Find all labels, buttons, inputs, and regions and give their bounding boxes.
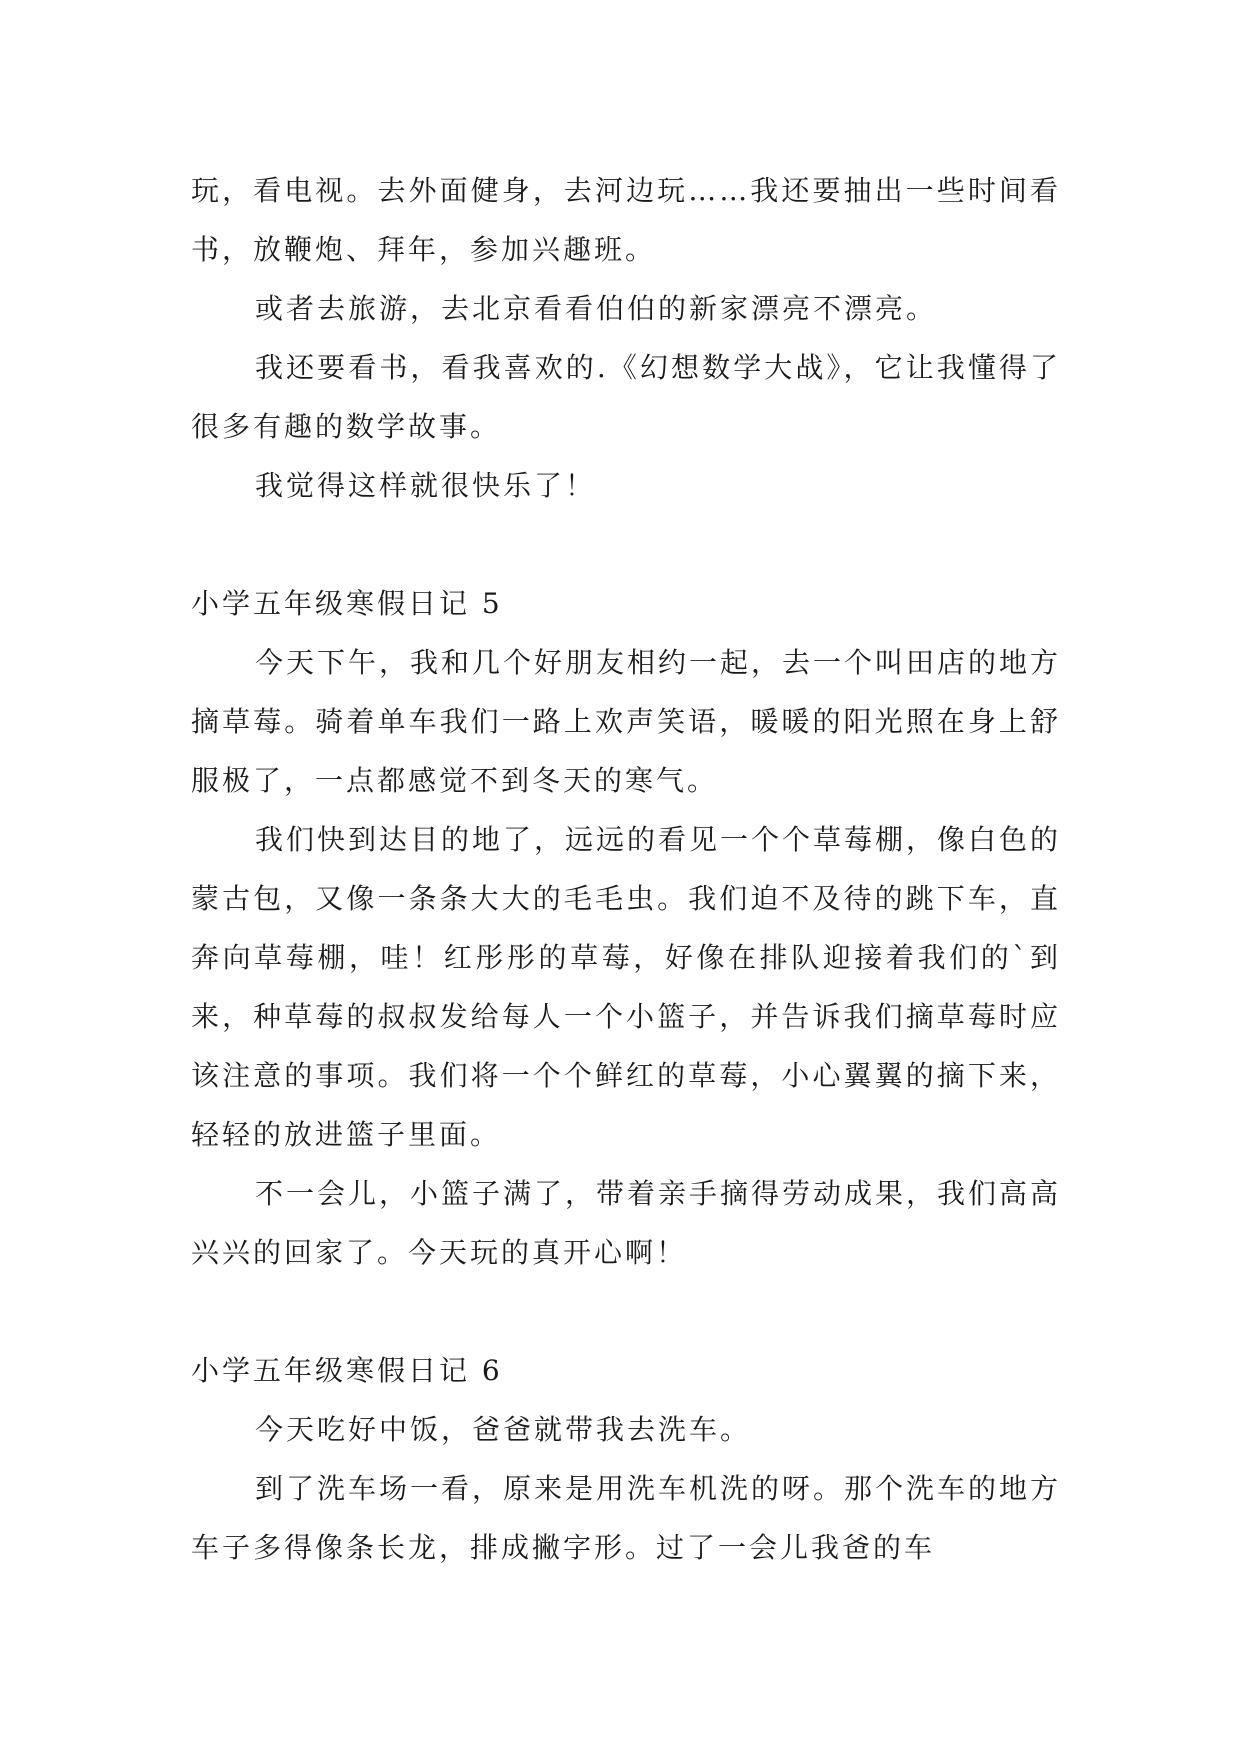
- paragraph: 我觉得这样就很快乐了！: [255, 469, 597, 502]
- paragraph: 到了洗车场一看，原来是用洗车机洗的呀。那个洗车的地方车子多得像条长龙，排成撇字形。过了一会儿我爸的车: [191, 1472, 1062, 1564]
- paragraph: 或者去旅游，去北京看看伯伯的新家漂亮不漂亮。: [255, 292, 938, 325]
- document-body: [191, 161, 1061, 1577]
- paragraph: 我还要看书，看我喜欢的.《幻想数学大战》，它让我懂得了很多有趣的数学故事。: [191, 351, 1061, 443]
- diary-heading-6: 小学五年级寒假日记 6: [191, 1354, 503, 1387]
- section-gap: [191, 1282, 1061, 1341]
- paragraph: 我们快到达目的地了，远远的看见一个个草莓棚，像白色的蒙古包，又像一条条大大的毛毛虫。我们迫不及待的跳下车，直奔向草莓棚，哇！红彤彤的草莓，好像在排队迎接着我们的`到来，种草莓的叔叔发给每人一个小篮子，并告诉我们摘草莓时应该注意的事项。我们将一个个鲜红的草莓，小心翼翼的摘下来，轻轻的放进篮子里面。: [191, 823, 1062, 1151]
- paragraph: 今天下午，我和几个好朋友相约一起，去一个叫田店的地方摘草莓。骑着单车我们一路上欢声笑语，暖暖的阳光照在身上舒服极了，一点都感觉不到冬天的寒气。: [191, 646, 1062, 797]
- paragraph: 不一会儿，小篮子满了，带着亲手摘得劳动成果，我们高高兴兴的回家了。今天玩的真开心啊！: [191, 1177, 1062, 1269]
- paragraph-continued: 玩，看电视。去外面健身，去河边玩……我还要抽出一些时间看书，放鞭炮、拜年，参加兴趣班。: [191, 174, 1061, 266]
- section-gap: [191, 515, 1061, 574]
- diary-heading-5: 小学五年级寒假日记 5: [191, 587, 503, 620]
- paragraph: 今天吃好中饭，爸爸就带我去洗车。: [255, 1413, 752, 1446]
